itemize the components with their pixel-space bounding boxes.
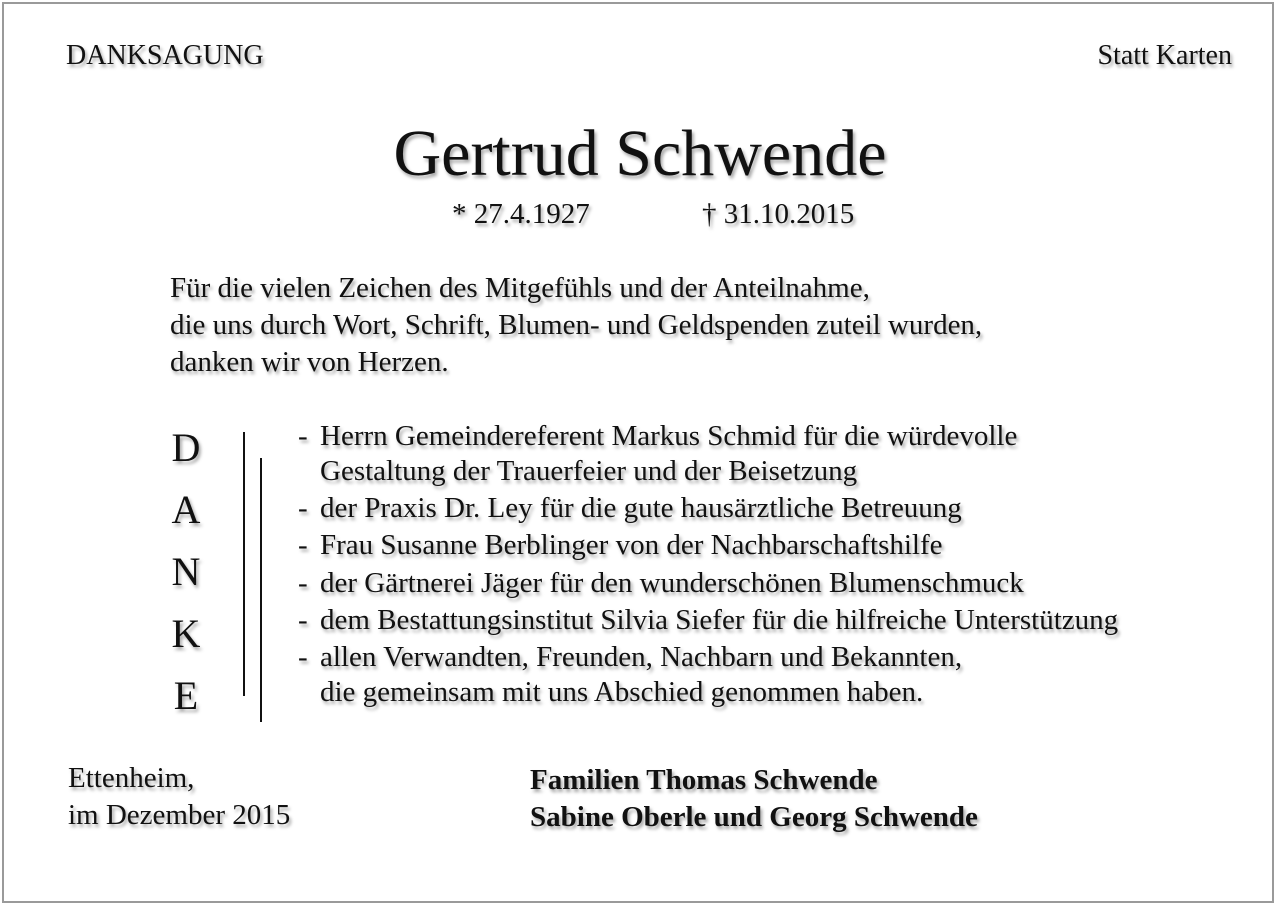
intro-line: Für die vielen Zeichen des Mitgefühls und der Anteilnahme, [170,272,870,304]
date-label: im Dezember 2015 [68,799,291,831]
signature-line: Familien Thomas Schwende [530,764,878,796]
deceased-name: Gertrud Schwende [393,117,887,190]
thanks-item-line: die gemeinsam mit uns Abschied genommen haben. [320,676,924,708]
thanks-dash: - [298,641,308,673]
danke-letter: D [171,425,201,470]
thanks-dash: - [298,492,308,524]
thanks-item-line: allen Verwandten, Freunden, Nachbarn und Bekannten, [320,641,963,673]
thanks-item-line: Frau Susanne Berblinger von der Nachbarschaftshilfe [320,529,943,561]
thanks-item-line: der Praxis Dr. Ley für die gute hausärztliche Betreuung [320,492,962,524]
danke-letter: K [171,611,201,656]
thanks-item-line: der Gärtnerei Jäger für den wunderschönen Blumenschmuck [320,567,1024,599]
thanks-item-line: Herrn Gemeindereferent Markus Schmid für die würdevolle [320,420,1018,452]
danke-letter: E [173,673,199,718]
birth-date: * 27.4.1927 [452,198,590,230]
thanks-item-line: dem Bestattungsinstitut Silvia Siefer für die hilfreiche Unterstützung [320,604,1119,636]
signature-line: Sabine Oberle und Georg Schwende [530,801,978,833]
notice-type-label: DANKSAGUNG [66,40,264,71]
intro-line: danken wir von Herzen. [170,346,449,378]
danke-letter: N [171,549,201,594]
danke-letter: A [171,487,201,532]
thanks-item-line: Gestaltung der Trauerfeier und der Beisetzung [320,455,858,487]
decorative-vertical-line [243,432,245,696]
thanks-dash: - [298,567,308,599]
intro-line: die uns durch Wort, Schrift, Blumen- und Geldspenden zuteil wurden, [170,309,983,341]
thanks-dash: - [298,420,308,452]
decorative-vertical-line [260,458,262,722]
thanks-dash: - [298,604,308,636]
place-label: Ettenheim, [68,762,195,794]
death-date: † 31.10.2015 [702,198,855,230]
thanks-dash: - [298,529,308,561]
statt-karten-label: Statt Karten [1097,40,1232,71]
